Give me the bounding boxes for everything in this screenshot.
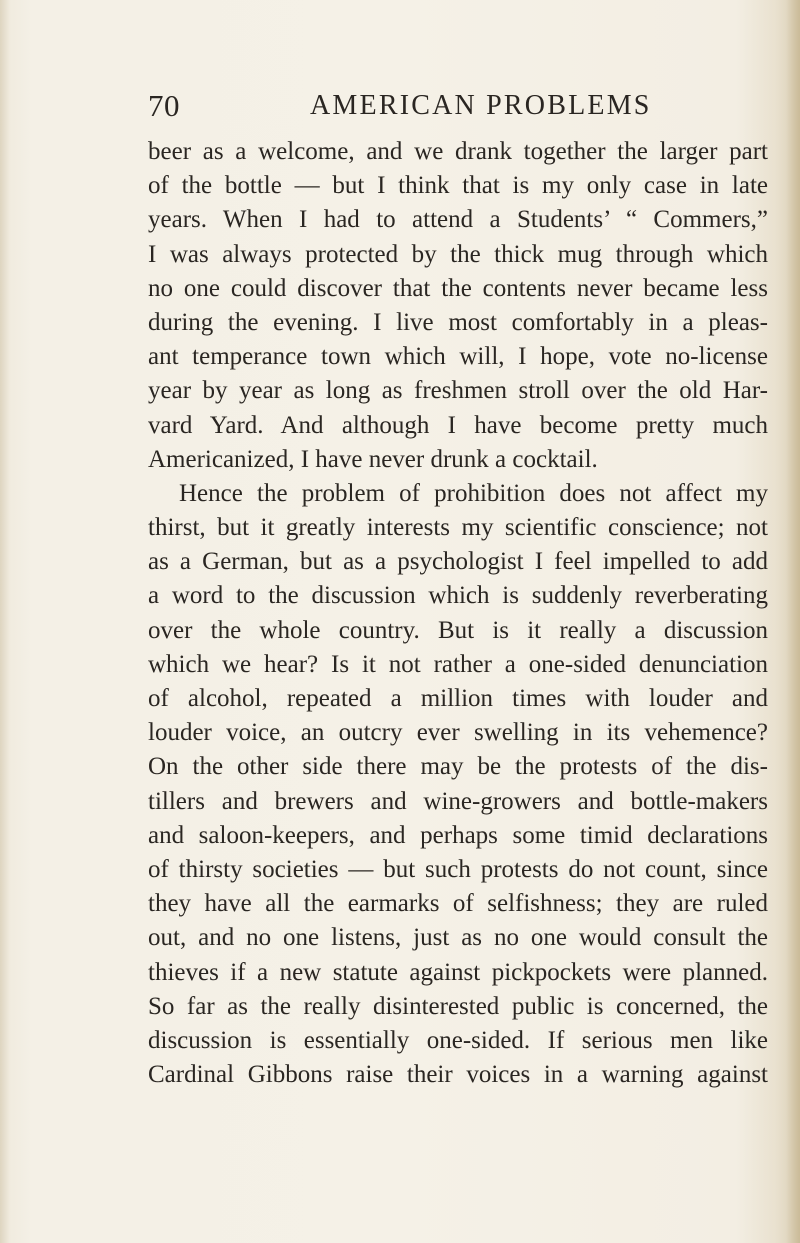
text-line: discussion is essentially one-sided. If serious men like bbox=[148, 1026, 768, 1054]
text-line: years. When I had to attend a Students’ “ Commers,” bbox=[148, 206, 768, 234]
text-line: and saloon-keepers, and perhaps some timid declarations bbox=[148, 821, 768, 849]
text-line: ant temperance town which will, I hope, vote no-license bbox=[148, 343, 768, 371]
text-line: thirst, but it greatly interests my scientific conscience; not bbox=[148, 514, 768, 542]
text-line: during the evening. I live most comfortably in a pleas- bbox=[148, 308, 768, 336]
text-line: thieves if a new statute against pickpockets were planned. bbox=[148, 958, 768, 986]
text-line: of thirsty societies — but such protests do not count, since bbox=[148, 855, 768, 883]
running-title: AMERICAN PROBLEMS bbox=[310, 90, 652, 121]
page-number: 70 bbox=[148, 88, 180, 123]
text-line: Cardinal Gibbons raise their voices in a warning against bbox=[148, 1061, 768, 1089]
text-line: a word to the discussion which is suddenly reverberating bbox=[148, 582, 768, 610]
page-right-edge bbox=[786, 0, 800, 1243]
text-line: out, and no one listens, just as no one would consult the bbox=[148, 924, 768, 952]
text-line: as a German, but as a psychologist I feel impelled to add bbox=[148, 548, 768, 576]
text-line: I was always protected by the thick mug through which bbox=[148, 240, 768, 268]
body-text bbox=[148, 135, 768, 1092]
text-line: of the bottle — but I think that is my only case in late bbox=[148, 172, 768, 200]
text-line: beer as a welcome, and we drank together the larger part bbox=[148, 138, 768, 165]
text-line: On the other side there may be the protests of the dis- bbox=[148, 753, 768, 781]
text-line: they have all the earmarks of selfishness; they are ruled bbox=[148, 890, 768, 918]
text-line: year by year as long as freshmen stroll over the old Har- bbox=[148, 377, 768, 405]
text-line: over the whole country. But is it really a discussion bbox=[148, 616, 768, 644]
text-line: no one could discover that the contents never became less bbox=[148, 274, 768, 302]
text-line: tillers and brewers and wine-growers and bottle-makers bbox=[148, 787, 768, 815]
text-line: So far as the really disinterested public is concerned, the bbox=[148, 992, 768, 1020]
text-line: vard Yard. And although I have become pretty much bbox=[148, 411, 768, 439]
text-line: louder voice, an outcry ever swelling in its vehemence? bbox=[148, 719, 768, 747]
paragraph-end-line: Americanized, I have never drunk a cocktail. bbox=[148, 445, 598, 473]
page-left-edge bbox=[0, 0, 10, 1243]
paragraph-start-line: Hence the problem of prohibition does not affect my bbox=[179, 479, 768, 507]
text-line: of alcohol, repeated a million times with louder and bbox=[148, 685, 768, 712]
text-line: which we hear? Is it not rather a one-sided denunciation bbox=[148, 650, 768, 678]
page-header bbox=[148, 88, 652, 124]
